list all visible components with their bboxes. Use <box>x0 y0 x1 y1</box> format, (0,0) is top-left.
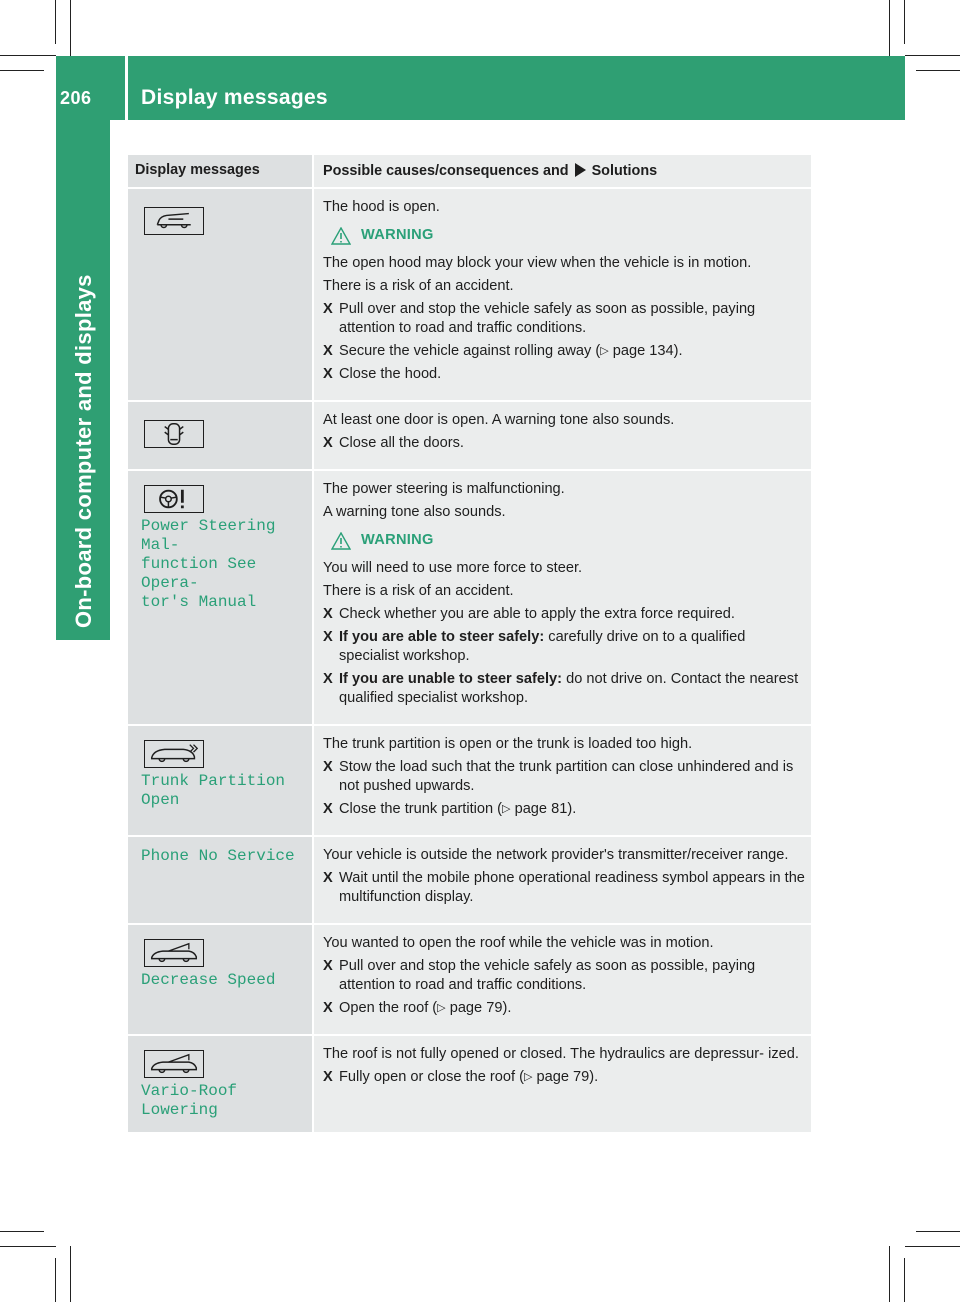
cause-text: The hood is open. <box>323 199 440 215</box>
page-ref-icon: ▷ <box>523 1071 533 1083</box>
crop-mark <box>904 0 905 44</box>
solution-step: X If you are unable to steer safely: do not drive on. Contact the nearest qualified specialist workshop. <box>323 671 799 706</box>
crop-mark <box>905 1246 960 1247</box>
solution-cell <box>314 726 811 835</box>
cause-text: The power steering is malfunctioning. <box>323 481 565 497</box>
crop-mark <box>905 55 960 56</box>
message-cell <box>128 1036 314 1132</box>
page-ref-icon: ▷ <box>437 1002 446 1014</box>
step-arrow-icon: X <box>323 366 333 382</box>
door-open-icon <box>144 420 204 448</box>
step-arrow-icon: X <box>323 301 333 317</box>
header-display-messages: Display messages <box>128 155 314 187</box>
page-title: Display messages <box>141 86 328 109</box>
warning-heading: WARNING <box>331 531 805 550</box>
message-cell <box>128 925 314 1034</box>
table-row-hood <box>128 187 811 400</box>
warning-text: You will need to use more force to steer. <box>323 560 583 576</box>
crop-mark <box>904 1258 905 1302</box>
table-row-trunk-partition <box>128 724 811 835</box>
solution-step: X Pull over and stop the vehicle safely as soon as possible, paying attention to road and traffic conditions. <box>323 301 756 336</box>
convertible-roof-icon <box>144 939 204 967</box>
crop-mark <box>0 70 44 71</box>
crop-mark <box>70 1246 71 1302</box>
solution-cell <box>314 925 811 1034</box>
step-arrow-icon: X <box>323 671 333 687</box>
cause-text: A warning tone also sounds. <box>323 504 506 520</box>
display-message-text: Vario-Roof Lowering <box>141 1082 238 1119</box>
solution-step: X If you are able to steer safely: carefully drive on to a qualified specialist workshop. <box>323 629 746 664</box>
table-row-decrease-speed <box>128 923 811 1034</box>
solution-cell <box>314 402 811 469</box>
cause-text: At least one door is open. A warning tone also sounds. <box>323 412 675 428</box>
solution-step: X Secure the vehicle against rolling away (▷ page 134). <box>323 343 683 359</box>
solution-step: X Check whether you are able to apply the extra force required. <box>323 606 735 622</box>
page-ref-icon: ▷ <box>502 803 511 815</box>
step-arrow-icon: X <box>323 759 333 775</box>
table-row-power-steering <box>128 469 811 724</box>
solution-step: X Fully open or close the roof (▷ page 79). <box>323 1069 599 1085</box>
step-arrow-icon: X <box>323 606 333 622</box>
solution-cell <box>314 189 811 400</box>
solution-cell <box>314 1036 811 1132</box>
display-message-text: Phone No Service <box>141 847 295 865</box>
display-message-text: Power Steering Mal‐ function See Opera‐ tor's Manual <box>141 517 276 611</box>
arrow-right-icon <box>575 163 586 177</box>
solution-step: X Close all the doors. <box>323 435 464 451</box>
step-arrow-icon: X <box>323 435 333 451</box>
display-message-text: Decrease Speed <box>141 971 276 989</box>
message-cell <box>128 402 314 469</box>
solution-step: X Wait until the mobile phone operational readiness symbol appears in the multifunction display. <box>323 870 805 905</box>
warning-text: The open hood may block your view when the vehicle is in motion. <box>323 255 752 271</box>
crop-mark <box>916 70 960 71</box>
cause-text: The trunk partition is open or the trunk is loaded too high. <box>323 736 693 752</box>
cause-text: Your vehicle is outside the network provider's transmitter/receiver range. <box>323 847 789 863</box>
step-arrow-icon: X <box>323 801 333 817</box>
step-arrow-icon: X <box>323 1069 333 1085</box>
crop-mark <box>889 1246 890 1302</box>
solution-step: X Open the roof (▷ page 79). <box>323 1000 512 1016</box>
crop-mark <box>55 0 56 44</box>
trunk-partition-icon <box>144 740 204 768</box>
crop-mark <box>0 55 56 56</box>
cause-text: The roof is not fully opened or closed. The hydraulics are depressur‐ ized. <box>323 1046 799 1062</box>
table-header-row <box>128 155 811 187</box>
display-messages-table <box>128 155 811 1132</box>
warning-text: There is a risk of an accident. <box>323 583 514 599</box>
display-message-text: Trunk Partition Open <box>141 772 286 809</box>
solution-cell <box>314 837 811 923</box>
page-ref-icon: ▷ <box>600 345 609 357</box>
crop-mark <box>70 0 71 56</box>
solution-step: X Close the trunk partition (▷ page 81). <box>323 801 577 817</box>
cause-text: You wanted to open the roof while the vehicle was in motion. <box>323 935 714 951</box>
step-arrow-icon: X <box>323 629 333 645</box>
solution-step: X Stow the load such that the trunk partition can close unhindered and is not pushed upwards. <box>323 759 794 794</box>
warning-triangle-icon <box>331 227 351 245</box>
step-arrow-icon: X <box>323 958 333 974</box>
side-tab-label: On-board computer and displays <box>71 274 96 628</box>
steering-malfunction-icon <box>144 485 204 513</box>
hood-open-icon <box>144 207 204 235</box>
table-row-phone-no-service <box>128 835 811 923</box>
warning-text: There is a risk of an accident. <box>323 278 514 294</box>
solution-cell <box>314 471 811 724</box>
step-arrow-icon: X <box>323 870 333 886</box>
step-arrow-icon: X <box>323 343 333 359</box>
crop-mark <box>889 0 890 56</box>
convertible-roof-icon <box>144 1050 204 1078</box>
solution-step: X Close the hood. <box>323 366 442 382</box>
crop-mark <box>0 1246 56 1247</box>
message-cell <box>128 726 314 835</box>
header-divider <box>125 56 128 120</box>
message-cell <box>128 837 314 923</box>
warning-heading: WARNING <box>331 226 805 245</box>
page-number: 206 <box>60 88 92 108</box>
message-cell <box>128 189 314 400</box>
table-row-vario-roof <box>128 1034 811 1132</box>
message-cell <box>128 471 314 724</box>
solution-step: X Pull over and stop the vehicle safely as soon as possible, paying attention to road and traffic conditions. <box>323 958 756 993</box>
header-causes-solutions: Possible causes/consequences and Solutions <box>314 155 811 187</box>
crop-mark <box>55 1258 56 1302</box>
crop-mark <box>916 1231 960 1232</box>
crop-mark <box>0 1231 44 1232</box>
table-row-door <box>128 400 811 469</box>
step-arrow-icon: X <box>323 1000 333 1016</box>
warning-triangle-icon <box>331 532 351 550</box>
